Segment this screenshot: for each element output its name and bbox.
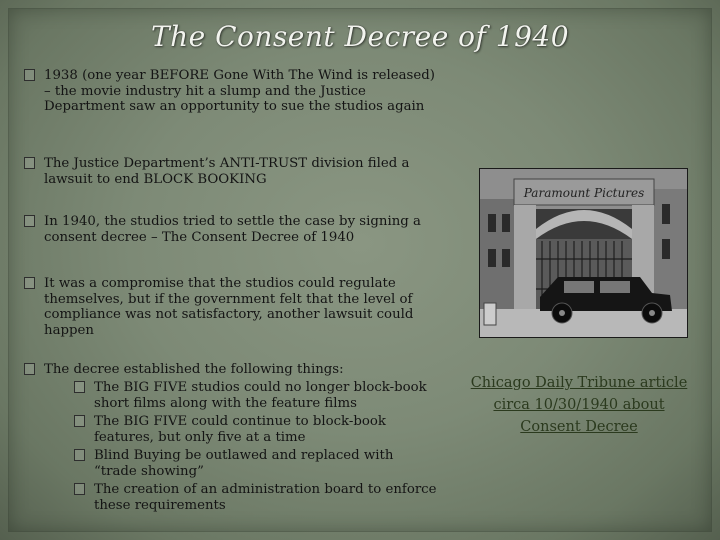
sub-bullet-item	[94, 482, 439, 513]
photo-caption	[469, 372, 689, 438]
bullet-item	[44, 68, 439, 115]
studio-gate-illustration	[480, 169, 687, 337]
sub-bullet-box-icon	[74, 483, 85, 495]
studio-gate-photo	[479, 168, 688, 338]
bullet-box-icon	[24, 277, 35, 289]
bullet-item	[44, 156, 439, 187]
bullet-text: The decree established the following things:	[44, 362, 344, 377]
caption-link[interactable]: Chicago Daily Tribune article circa 10/30/1940 about Consent Decree	[470, 375, 688, 435]
slide-title: The Consent Decree of 1940	[150, 20, 570, 53]
sub-bullet-text: The creation of an administration board to enforce these requirements	[94, 482, 437, 513]
sub-bullet-item	[94, 380, 439, 411]
bullet-item	[44, 362, 439, 378]
sub-bullet-text: The BIG FIVE studios could no longer block-book short films along with the feature films	[94, 380, 427, 411]
sub-bullet-box-icon	[74, 449, 85, 461]
sub-bullet-box-icon	[74, 415, 85, 427]
bullet-text: It was a compromise that the studios could regulate themselves, but if the government felt that the level of compliance was not satisfactory, another lawsuit could happen	[44, 276, 414, 338]
bullet-item	[44, 214, 439, 245]
bullet-text: In 1940, the studios tried to settle the case by signing a consent decree – The Consent Decree of 1940	[44, 214, 421, 245]
bullet-text: The Justice Department’s ANTI-TRUST division filed a lawsuit to end BLOCK BOOKING	[44, 156, 410, 187]
sub-bullet-item	[94, 414, 439, 445]
bullet-box-icon	[24, 157, 35, 169]
sub-bullet-box-icon	[74, 381, 85, 393]
sub-bullet-item	[94, 448, 439, 479]
bullet-item	[44, 276, 439, 338]
bullet-box-icon	[24, 215, 35, 227]
bullet-box-icon	[24, 69, 35, 81]
gate-sign-text: Paramount Pictures	[523, 186, 645, 200]
bullet-box-icon	[24, 363, 35, 375]
sub-bullet-text: Blind Buying be outlawed and replaced with “trade showing”	[94, 448, 394, 479]
bullet-text: 1938 (one year BEFORE Gone With The Wind is released) – the movie industry hit a slump and the Justice Department saw an opportunity to sue the studios again	[44, 68, 435, 114]
sub-bullet-text: The BIG FIVE could continue to block-book features, but only five at a time	[94, 414, 386, 445]
